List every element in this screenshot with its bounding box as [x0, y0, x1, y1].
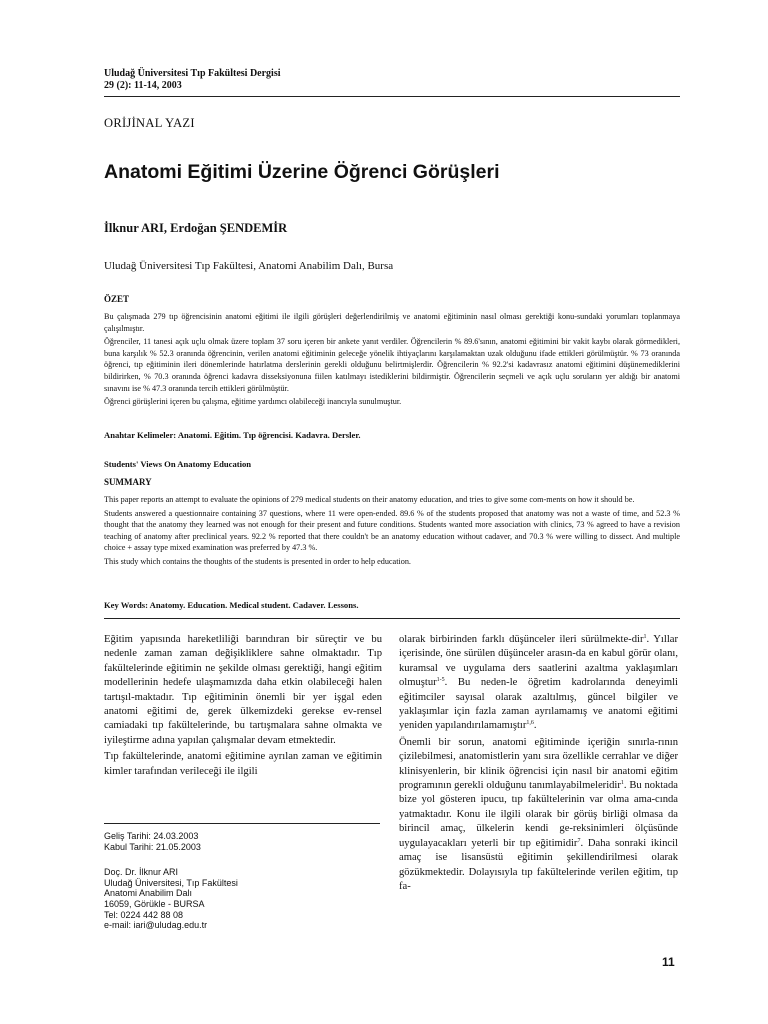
body-paragraph	[399, 633, 678, 734]
body-paragraph: Tıp fakültelerinde, anatomi eğitimine ayrılan zaman ve eğitimin kimler tarafından verileceği ile ilgili	[104, 751, 382, 777]
ozet-keywords: Anahtar Kelimeler: Anatomi. Eğitim. Tıp öğrencisi. Kadavra. Dersler.	[104, 430, 361, 440]
contact-block	[104, 867, 238, 931]
journal-header	[104, 68, 281, 92]
body-paragraph: Eğitim yapısında hareketliliği barındıran bir süreçtir ve bu nedenle zaman zaman değişikliklere sahne olmaktadır. Tıp fakültelerinde eğitimin ne şekilde olması gerektiği, hangi eğitim modellerinin hedefe ulaşmamızda daha etkin olabileceği halen tartışıl-maktadır. Tıp eğitiminin önemli bir yer işgal eden anatomi eğitimi de, gerek ülkemizdeki gerekse ev-rensel camiadaki tıp fakültelerinde, bu tartışmalara sahne olmakta ve iyileştirme adına yapılan çalışmalar devam etmektedir.	[104, 634, 382, 746]
article-type: ORİJİNAL YAZI	[104, 116, 195, 130]
authors: İlknur ARI, Erdoğan ŞENDEMİR	[104, 221, 288, 235]
contact-name: Doç. Dr. İlknur ARI	[104, 867, 179, 878]
header-rule	[104, 96, 680, 97]
body-paragraph	[399, 736, 678, 894]
summary-paragraph: This study which contains the thoughts of the students is presented in order to help education.	[104, 556, 411, 566]
citation-ref: 1,6	[526, 720, 534, 727]
text-run: olarak birbirinden farklı düşünceler ileri sürülmekte-dir	[399, 634, 644, 645]
citation-ref: 1	[643, 634, 647, 640]
text-run: Önemli bir sorun, anatomi eğitiminde içeriğin sınırla-rının çizilebilmesi, anatomistlerin yanı sıra özellikle cerrahlar ve diğer klinisyenlerin, bir klinik öğrencisi için nasıl bir anatomi eğitim programının gerekli olduğunu tanımlayabilmeleridir	[399, 736, 678, 792]
accepted-date: Kabul Tarihi: 21.05.2003	[104, 841, 201, 852]
ozet-heading: ÖZET	[104, 294, 130, 304]
journal-issue: 29 (2): 11-14, 2003	[104, 80, 182, 91]
text-run: . Bu noktada bize yol gösteren ipucu, tıp fakültelerinin var olma ama-cında yatmaktadır. Konu ile ilgili olarak bir görüş birliği olmasa da birincil amaç, ülkelerin kendi ge-reksinimleri ölçüsünde uygulayacakları yeterli bir tıp eğitimidir	[399, 780, 678, 849]
ozet-body	[104, 311, 680, 408]
contact-email: e-mail: iari@uludag.edu.tr	[104, 920, 208, 931]
text-run: . Yıllar içerisinde, öne sürülen düşünceler arasın-da en kabul görür olanı, kuramsal ve uygulama ders saatlerini azaltma yaklaşımları olmuştur	[399, 634, 678, 689]
journal-name: Uludağ Üniversitesi Tıp Fakültesi Dergisi	[104, 68, 281, 79]
citation-ref: 7	[577, 837, 581, 844]
english-title: Students' Views On Anatomy Education	[104, 459, 252, 469]
summary-paragraph: This paper reports an attempt to evaluate the opinions of 279 medical students on their anatomy education, and tries to give some com-ments on how it should be.	[104, 495, 635, 504]
text-run: . Bu neden-le öğretim kadrolarında deneyimli eğitimciler sayısal olarak azaltılmış, güncel bilgiler ve yaklaşımlar için fazla zaman ayrılamamış ve anatomi eğitimi yeniden yapılandırılamamıştır	[399, 677, 678, 732]
body-column-left	[104, 633, 382, 779]
page-number: 11	[662, 955, 675, 969]
summary-body	[104, 494, 680, 568]
footnote-rule	[104, 823, 380, 824]
received-date: Geliş Tarihi: 24.03.2003	[104, 831, 199, 841]
contact-institution: Uludağ Üniversitesi, Tıp Fakültesi	[104, 877, 238, 888]
ozet-paragraph: Bu çalışmada 279 tıp öğrencisinin anatomi eğitimi ile ilgili görüşleri değerlendirilmiş ve anatomi eğitiminin nasıl olması gerektiği konu-sundaki yorumları toplanmaya çalışılmıştır.	[104, 312, 680, 333]
footnote	[104, 831, 238, 931]
abstract-rule	[104, 618, 680, 619]
text-run: . Daha sonraki ikincil amaç ise lisansüstü eğitimin şekillendirilmesi olarak gözükmektedir. Dolayısıyla tıp fakültelerinde verilen eğitim, tıp fa-	[399, 837, 678, 892]
ozet-paragraph: Öğrenciler, 11 tanesi açık uçlu olmak üzere toplam 37 soru içeren bir ankete yanıt verdiler. Öğrencilerin % 89.6'sının, anatomi eğitimini bir vakit kaybı olarak görmedikleri, buna karşılık % 52.3 oranında öğrencinin, verilen anatomi eğitiminin geleceğe yönelik ihtiyaçlarını karşılamaktan uzak olduğunu ifade ettikleri görülmüştür. % 73 oranında öğrenci, tıp eğitiminin ileri dönemlerinde hatırlatma derslerinin gerekli olduğunu belirtmişlerdir. Öğrencilerin % 92.2'si kadavrasız anatomi eğitimini düşünemediklerini bildirirken, % 70.3 oranında öğrenci kadavra disseksiyonuna fiilen katılmayı istediklerini bildirmiştir. Öğrencilerin seçmeli ve açık uçlu soruların yer aldığı bir anatomi sınavını ise % 47.3 oranında tercih ettikleri görülmüştür.	[104, 337, 680, 393]
summary-paragraph: Students answered a questionnaire containing 37 questions, where 11 were open-ended. 89.6 % of the students proposed that anatomy was not a waste of time, and 52.3 % thought that the anatomy they learned was not enough for their present and future conditions. Students wanted more association with clinics, 73 % agreed to have a revision teaching of anatomy after preclinical years. 92.2 % reported that there couldn't be an anatomy education without cadaver, and 70.3 % were willing to dissect. And multiple choice + assay type mixed examination was preferred by 47.3 %.	[104, 508, 680, 553]
article-title: Anatomi Eğitimi Üzerine Öğrenci Görüşleri	[104, 161, 500, 183]
citation-ref: 1-5	[436, 677, 445, 684]
citation-ref: 1	[620, 780, 624, 787]
body-column-right	[399, 633, 678, 894]
contact-address: 16059, Görükle - BURSA	[104, 898, 205, 909]
summary-keywords: Key Words: Anatomy. Education. Medical student. Cadaver. Lessons.	[104, 600, 359, 610]
text-run: .	[533, 720, 537, 732]
contact-department: Anatomi Anabilim Dalı	[104, 888, 193, 899]
affiliation: Uludağ Üniversitesi Tıp Fakültesi, Anatomi Anabilim Dalı, Bursa	[104, 260, 394, 272]
summary-heading: SUMMARY	[104, 477, 152, 487]
ozet-paragraph: Öğrenci görüşlerini içeren bu çalışma, eğitime yardımcı olabileceği inancıyla sunulmuştur.	[104, 397, 402, 407]
contact-phone: Tel: 0224 442 88 08	[104, 909, 184, 920]
